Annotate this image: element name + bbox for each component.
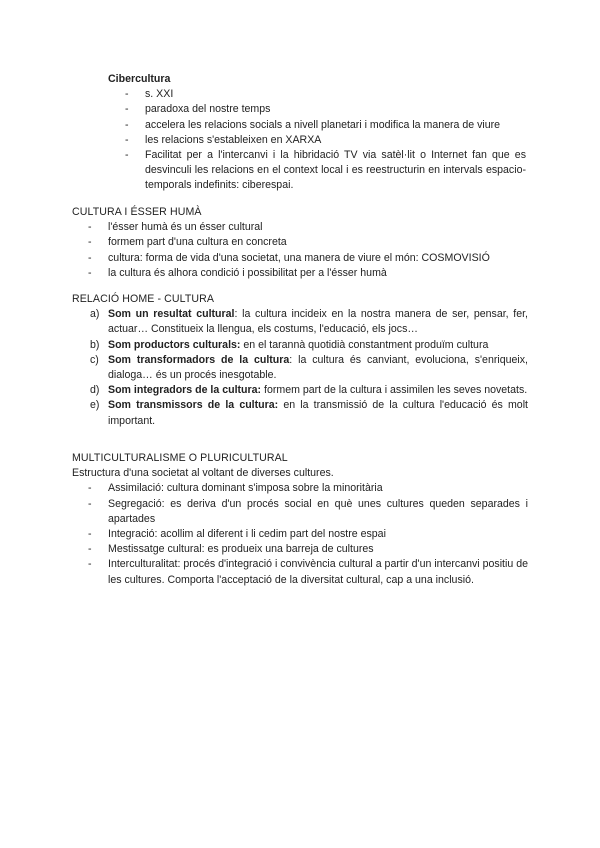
list-item	[88, 266, 528, 281]
dash-marker: -	[88, 266, 92, 279]
list-item-bold: Som transformadors de la cultura	[108, 353, 290, 366]
list-item	[90, 338, 528, 353]
list-item-text: Interculturalitat: procés d'integració i convivència cultural a partir d'un intercanvi positiu de les cultures. Comporta l'acceptació de la diversitat cultural, cap a una inclusió.	[108, 558, 528, 586]
list-item-bold: Som productors culturals:	[108, 338, 241, 351]
dash-marker: -	[88, 251, 92, 264]
dash-marker: -	[88, 236, 92, 249]
section-cibercultura	[108, 72, 526, 194]
letter-marker: a)	[90, 308, 100, 321]
list-item-text: en la transmissió de la cultura l'educació és molt important.	[108, 399, 528, 427]
list-item-text: cultura: forma de vida d'una societat, una manera de viure el món: COSMOVISIÓ	[108, 251, 490, 264]
letter-marker: c)	[90, 353, 99, 366]
list-item-text: : la cultura és canviant, evoluciona, s'enriqueix, dialoga… és un procés inesgotable.	[108, 353, 528, 382]
multi-list	[88, 481, 528, 587]
section-cultura-esser-huma	[72, 205, 528, 281]
list-item	[90, 307, 528, 337]
list-item-text: formem part de la cultura i assimilen les seves novetats.	[261, 384, 528, 397]
list-item	[125, 118, 526, 133]
dash-marker: -	[88, 543, 92, 556]
list-item-text: la cultura és alhora condició i possibilitat per a l'ésser humà	[108, 266, 387, 279]
multi-title: MULTICULTURALISME O PLURICULTURAL	[72, 452, 288, 464]
dash-marker: -	[125, 149, 129, 162]
list-item	[88, 497, 528, 527]
list-item-text: l'ésser humà és un ésser cultural	[108, 221, 263, 234]
list-item-text: en el tarannà quotidià constantment produïm cultura	[240, 338, 489, 351]
list-item	[88, 557, 528, 587]
list-item-text: les relacions s'estableixen en XARXA	[145, 133, 322, 146]
list-item	[90, 398, 528, 428]
list-item-text: formem part d'una cultura en concreta	[108, 236, 287, 249]
list-item	[125, 133, 526, 148]
dash-marker: -	[88, 558, 92, 571]
list-item-text: s. XXI	[145, 88, 174, 101]
dash-marker: -	[88, 482, 92, 495]
dash-marker: -	[88, 528, 92, 541]
cultura-esser-list	[88, 220, 528, 281]
dash-marker: -	[88, 497, 92, 510]
section-relacio-home-cultura	[72, 292, 528, 429]
dash-marker: -	[88, 221, 92, 234]
letter-marker: d)	[90, 384, 100, 397]
list-item-bold: Som transmissors de la cultura:	[108, 399, 279, 412]
cultura-esser-title: CULTURA I ÉSSER HUMÀ	[72, 206, 202, 218]
list-item-bold: Som integradors de la cultura:	[108, 384, 262, 397]
list-item-text: paradoxa del nostre temps	[145, 103, 271, 116]
dash-marker: -	[125, 118, 129, 131]
cibercultura-title: Cibercultura	[108, 73, 171, 85]
dash-marker: -	[125, 103, 129, 116]
list-item-text: accelera les relacions socials a nivell planetari i modifica la manera de viure	[145, 118, 501, 131]
dash-marker: -	[125, 88, 129, 101]
list-item-bold: Som un resultat cultural	[108, 308, 235, 321]
multi-intro: Estructura d'una societat al voltant de diverses cultures.	[72, 467, 334, 480]
list-item-text: Facilitat per a l'intercanvi i la hibridació TV via satèl·lit o Internet fan que es desvinculi les relacions en el context local i es reestructurin en intervals espacio-temporals indefinits: ciberespai.	[145, 149, 526, 192]
list-item	[125, 87, 526, 102]
letter-marker: e)	[90, 399, 100, 412]
list-item	[88, 481, 528, 496]
list-item	[88, 251, 528, 266]
list-item-text: Assimilació: cultura dominant s'imposa sobre la minoritària	[108, 482, 383, 495]
relacio-title: RELACIÓ HOME - CULTURA	[72, 293, 215, 305]
list-item	[90, 383, 528, 398]
dash-marker: -	[125, 133, 129, 146]
list-item-text: Mestissatge cultural: es produeix una barreja de cultures	[108, 543, 374, 556]
letter-marker: b)	[90, 338, 100, 351]
relacio-list	[90, 307, 528, 429]
list-item	[90, 353, 528, 383]
list-item	[88, 235, 528, 250]
list-item	[88, 527, 528, 542]
list-item	[125, 102, 526, 117]
list-item-text: Segregació: es deriva d'un procés social en què unes cultures queden separades i apartades	[108, 497, 528, 525]
list-item-text: : la cultura incideix en la nostra manera de ser, pensar, fer, actuar… Constitueix la llengua, els costums, l'educació, els jocs…	[108, 308, 528, 336]
cibercultura-list	[125, 87, 526, 193]
list-item-text: Integració: acollim al diferent i li cedim part del nostre espai	[108, 528, 386, 541]
list-item	[125, 148, 526, 194]
section-multiculturalisme	[72, 451, 528, 588]
list-item	[88, 542, 528, 557]
list-item	[88, 220, 528, 235]
